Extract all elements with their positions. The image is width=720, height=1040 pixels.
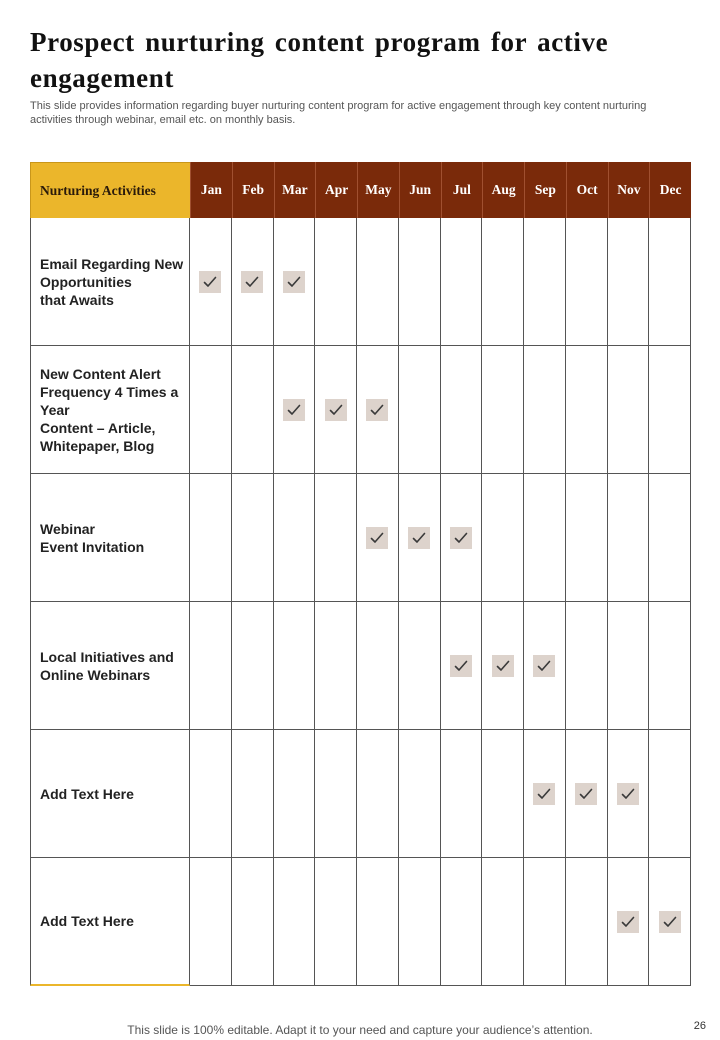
month-cell-apr xyxy=(315,218,357,346)
check-icon xyxy=(325,399,347,421)
month-cell-jul xyxy=(441,602,483,730)
month-cell-feb xyxy=(232,858,274,986)
month-cell-nov xyxy=(608,346,650,474)
header-month-jan: Jan xyxy=(190,162,232,218)
header-month-sep: Sep xyxy=(524,162,566,218)
month-cell-dec xyxy=(649,858,691,986)
month-cell-aug xyxy=(482,346,524,474)
page-subtitle: This slide provides information regarding buyer nurturing content program for active engagement through key content nurturing activities through webinar, email etc. on monthly basis. xyxy=(30,100,647,126)
month-cell-jun xyxy=(399,218,441,346)
month-cell-jan xyxy=(190,346,232,474)
month-cell-may xyxy=(357,218,399,346)
month-cell-oct xyxy=(566,858,608,986)
month-cell-oct xyxy=(566,346,608,474)
month-cell-sep xyxy=(524,346,566,474)
month-cell-nov xyxy=(608,858,650,986)
month-cell-oct xyxy=(566,730,608,858)
month-cell-nov xyxy=(608,218,650,346)
page-title: Prospect nurturing content program for active engagement xyxy=(30,27,609,93)
month-cell-feb xyxy=(232,730,274,858)
check-icon xyxy=(533,783,555,805)
month-cell-mar xyxy=(274,218,316,346)
month-cell-may xyxy=(357,730,399,858)
month-cell-apr xyxy=(315,730,357,858)
activity-label: Local Initiatives and Online Webinars xyxy=(30,602,190,730)
month-cell-sep xyxy=(524,730,566,858)
page-number: 26 xyxy=(693,1020,706,1032)
month-cell-nov xyxy=(608,474,650,602)
month-cell-nov xyxy=(608,730,650,858)
activity-label: Add Text Here xyxy=(30,730,190,858)
header-month-aug: Aug xyxy=(482,162,524,218)
check-icon xyxy=(283,399,305,421)
month-cell-dec xyxy=(649,730,691,858)
month-cell-jun xyxy=(399,858,441,986)
header-month-nov: Nov xyxy=(608,162,650,218)
month-cell-feb xyxy=(232,218,274,346)
month-cell-jun xyxy=(399,730,441,858)
check-icon xyxy=(450,655,472,677)
month-cell-sep xyxy=(524,858,566,986)
month-cell-apr xyxy=(315,602,357,730)
footer-note: This slide is 100% editable. Adapt it to your need and capture your audience’s attention. xyxy=(127,1023,593,1037)
header-activities: Nurturing Activities xyxy=(30,162,190,218)
month-cell-jul xyxy=(441,218,483,346)
activity-label: New Content Alert Frequency 4 Times a Year Content – Article, Whitepaper, Blog xyxy=(30,346,190,474)
header-month-feb: Feb xyxy=(232,162,274,218)
check-icon xyxy=(199,271,221,293)
check-icon xyxy=(575,783,597,805)
check-icon xyxy=(533,655,555,677)
month-cell-dec xyxy=(649,474,691,602)
month-cell-jul xyxy=(441,474,483,602)
month-cell-mar xyxy=(274,730,316,858)
check-icon xyxy=(366,399,388,421)
month-cell-may xyxy=(357,602,399,730)
month-cell-jan xyxy=(190,602,232,730)
month-cell-may xyxy=(357,346,399,474)
month-cell-apr xyxy=(315,858,357,986)
month-cell-sep xyxy=(524,602,566,730)
month-cell-apr xyxy=(315,474,357,602)
check-icon xyxy=(617,911,639,933)
month-cell-mar xyxy=(274,474,316,602)
header-month-apr: Apr xyxy=(315,162,357,218)
month-cell-dec xyxy=(649,218,691,346)
header-month-may: May xyxy=(357,162,399,218)
month-cell-aug xyxy=(482,730,524,858)
month-cell-jul xyxy=(441,858,483,986)
activity-label: Webinar Event Invitation xyxy=(30,474,190,602)
month-cell-aug xyxy=(482,858,524,986)
month-cell-jan xyxy=(190,474,232,602)
month-cell-oct xyxy=(566,602,608,730)
check-icon xyxy=(659,911,681,933)
month-cell-jun xyxy=(399,474,441,602)
month-cell-sep xyxy=(524,218,566,346)
month-cell-oct xyxy=(566,474,608,602)
month-cell-oct xyxy=(566,218,608,346)
nurturing-schedule-table xyxy=(30,162,691,986)
check-icon xyxy=(408,527,430,549)
activity-label: Email Regarding New Opportunities that Awaits xyxy=(30,218,190,346)
month-cell-aug xyxy=(482,602,524,730)
check-icon xyxy=(492,655,514,677)
month-cell-nov xyxy=(608,602,650,730)
month-cell-dec xyxy=(649,346,691,474)
month-cell-jan xyxy=(190,218,232,346)
check-icon xyxy=(366,527,388,549)
activity-label: Add Text Here xyxy=(30,858,190,986)
month-cell-jan xyxy=(190,858,232,986)
month-cell-jul xyxy=(441,346,483,474)
check-icon xyxy=(617,783,639,805)
check-icon xyxy=(283,271,305,293)
month-cell-jul xyxy=(441,730,483,858)
header-month-oct: Oct xyxy=(566,162,608,218)
month-cell-dec xyxy=(649,602,691,730)
month-cell-may xyxy=(357,474,399,602)
month-cell-feb xyxy=(232,474,274,602)
month-cell-mar xyxy=(274,346,316,474)
check-icon xyxy=(241,271,263,293)
check-icon xyxy=(450,527,472,549)
month-cell-aug xyxy=(482,218,524,346)
month-cell-feb xyxy=(232,602,274,730)
month-cell-jan xyxy=(190,730,232,858)
header-month-jun: Jun xyxy=(399,162,441,218)
header-month-jul: Jul xyxy=(441,162,483,218)
month-cell-aug xyxy=(482,474,524,602)
month-cell-sep xyxy=(524,474,566,602)
header-month-dec: Dec xyxy=(649,162,691,218)
header-month-mar: Mar xyxy=(274,162,316,218)
month-cell-jun xyxy=(399,346,441,474)
month-cell-may xyxy=(357,858,399,986)
month-cell-mar xyxy=(274,858,316,986)
month-cell-feb xyxy=(232,346,274,474)
month-cell-jun xyxy=(399,602,441,730)
month-cell-mar xyxy=(274,602,316,730)
month-cell-apr xyxy=(315,346,357,474)
